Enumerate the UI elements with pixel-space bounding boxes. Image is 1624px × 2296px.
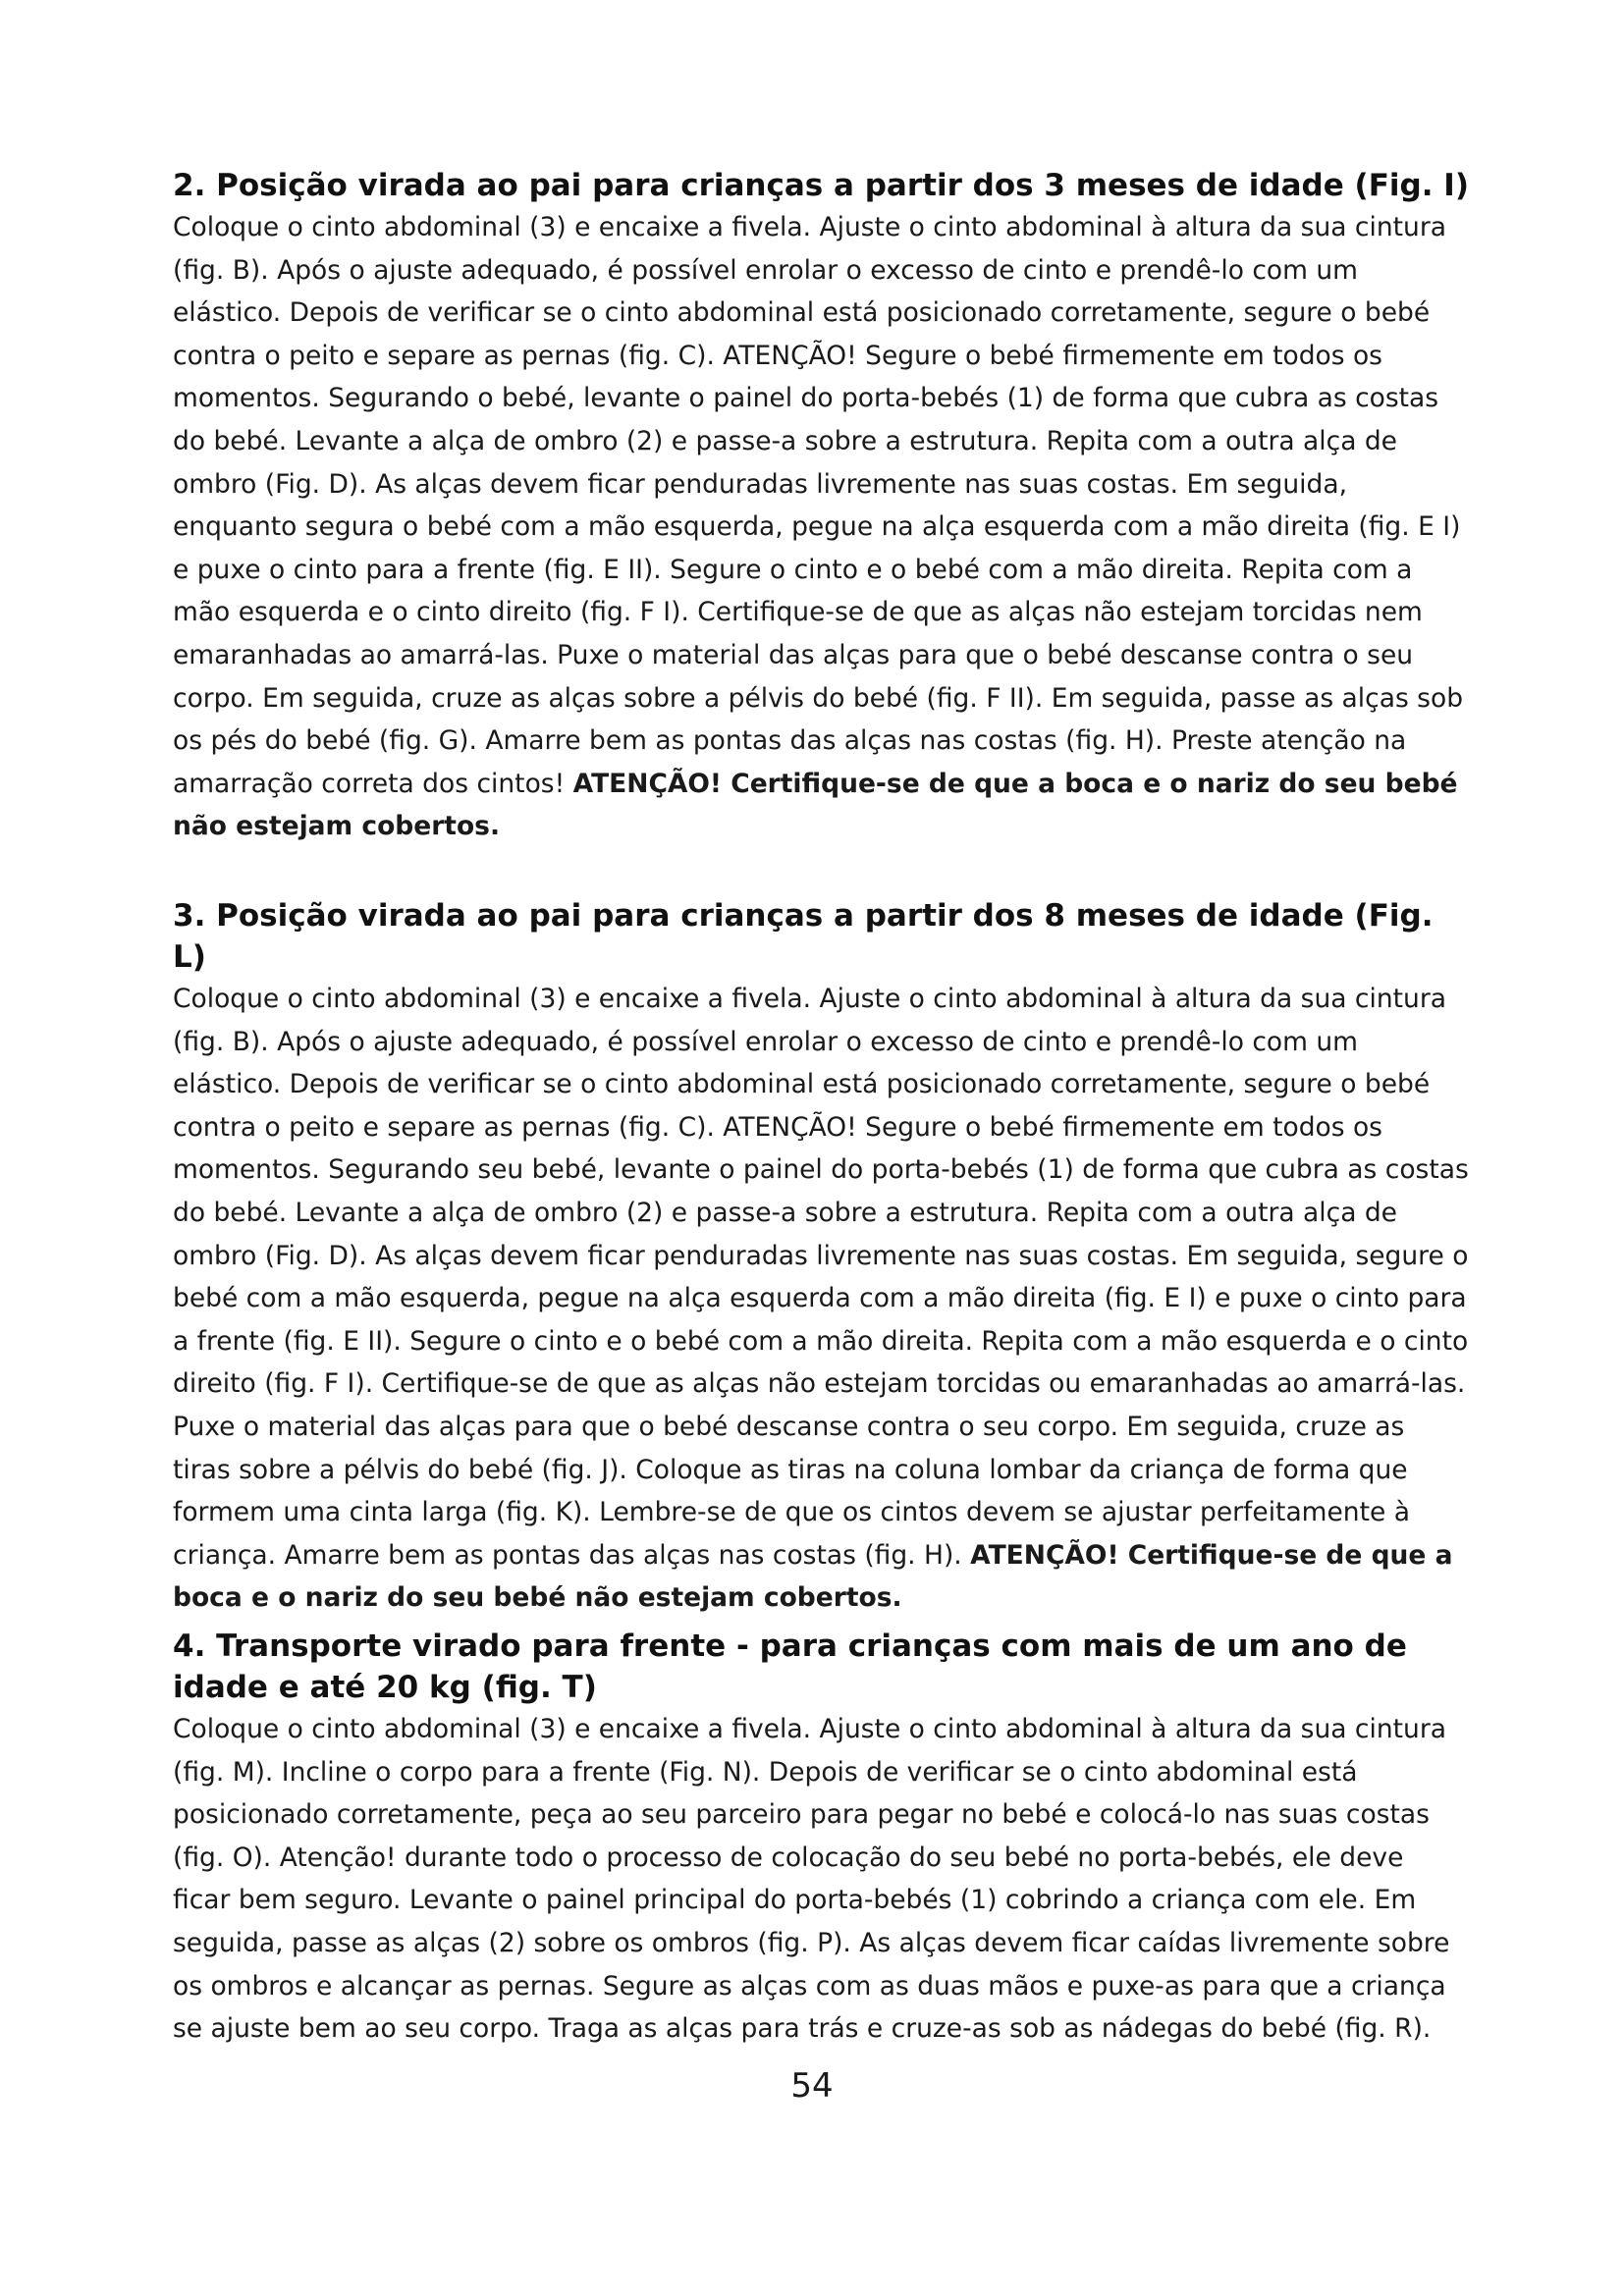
section-heading: 2. Posição virada ao pai para crianças a partir dos 3 meses de idade (Fig. I) bbox=[173, 168, 1469, 203]
section-body-text: Coloque o cinto abdominal (3) e encaixe a fivela. Ajuste o cinto abdominal à altura da sua cintura (fig. B). Após o ajuste adequado, é possível enrolar o excesso de cinto e prendê-lo com um elástico. Depois de verificar se o cinto abdominal está posicionado corretamente, segure o bebé contra o peito e separe as pernas (fig. C). ATENÇÃO! Segure o bebé firmemente em todos os momentos. Segurando seu bebé, levante o painel do porta-bebés (1) de forma que cubra as costas do bebé. Levante a alça de ombro (2) e passe-a sobre a estrutura. Repita com a outra alça de ombro (Fig. D). As alças devem ficar penduradas livremente nas suas costas. Em seguida, segure o bebé com a mão esquerda, pegue na alça esquerda com a mão direita (fig. E I) e puxe o cinto para a frente (fig. E II). Segure o cinto e o bebé com a mão direita. Repita com a mão esquerda e o cinto direito (fig. F I). Certifique-se de que as alças não estejam torcidas ou emaranhadas ao amarrá-las. Puxe o material das alças para que o bebé descanse contra o seu corpo. Em seguida, cruze as tiras sobre a pélvis do bebé (fig. J). Coloque as tiras na coluna lombar da criança de forma que formem uma cinta larga (fig. K). Lembre-se de que os cintos devem se ajustar perfeitamente à criança. Amarre bem as pontas das alças nas costas (fig. H). bbox=[173, 984, 1469, 1571]
section-body bbox=[173, 206, 1469, 848]
page-number: 54 bbox=[790, 2066, 834, 2106]
warning-text: ATENÇÃO! Certifique-se de que a boca e o nariz do seu bebé não estejam cobertos. bbox=[173, 768, 1458, 842]
section-3 bbox=[173, 895, 1469, 1620]
section-body bbox=[173, 1708, 1469, 2051]
section-4 bbox=[173, 1626, 1469, 2051]
section-body-text: Coloque o cinto abdominal (3) e encaixe a fivela. Ajuste o cinto abdominal à altura da sua cintura (fig. M). Incline o corpo para a frente (Fig. N). Depois de verificar se o cinto abdominal está posicionado corretamente, peça ao seu parceiro para pegar no bebé e colocá-lo nas suas costas (fig. O). Atenção! durante todo o processo de colocação do seu bebé no porta-bebés, ele deve ficar bem seguro. Levante o painel principal do porta-bebés (1) cobrindo a criança com ele. Em seguida, passe as alças (2) sobre os ombros (fig. P). As alças devem ficar caídas livremente sobre os ombros e alcançar as pernas. Segure as alças com as duas mãos e puxe-as para que a criança se ajuste bem ao seu corpo. Traga as alças para trás e cruze-as sob as nádegas do bebé (fig. R). bbox=[173, 1714, 1450, 2045]
section-heading: 3. Posição virada ao pai para crianças a partir dos 8 meses de idade (Fig. L) bbox=[173, 898, 1434, 975]
warning-text: ATENÇÃO! Certifique-se de que a boca e o nariz do seu bebé não estejam cobertos. bbox=[173, 1539, 1453, 1614]
section-body bbox=[173, 978, 1469, 1620]
section-2 bbox=[173, 165, 1469, 848]
section-body-text: Coloque o cinto abdominal (3) e encaixe a fivela. Ajuste o cinto abdominal à altura da sua cintura (fig. B). Após o ajuste adequado, é possível enrolar o excesso de cinto e prendê-lo com um elástico. Depois de verificar se o cinto abdominal está posicionado corretamente, segure o bebé contra o peito e separe as pernas (fig. C). ATENÇÃO! Segure o bebé firmemente em todos os momentos. Segurando o bebé, levante o painel do porta-bebés (1) de forma que cubra as costas do bebé. Levante a alça de ombro (2) e passe-a sobre a estrutura. Repita com a outra alça de ombro (Fig. D). As alças devem ficar penduradas livremente nas suas costas. Em seguida, enquanto segura o bebé com a mão esquerda, pegue na alça esquerda com a mão direita (fig. E I) e puxe o cinto para a frente (fig. E II). Segure o cinto e o bebé com a mão direita. Repita com a mão esquerda e o cinto direito (fig. F I). Certifique-se de que as alças não estejam torcidas nem emaranhadas ao amarrá-las. Puxe o material das alças para que o bebé descanse contra o seu corpo. Em seguida, cruze as alças sobre a pélvis do bebé (fig. F II). Em seguida, passe as alças sob os pés do bebé (fig. G). Amarre bem as pontas das alças nas costas (fig. H). Preste atenção na amarração correta dos cintos! bbox=[173, 212, 1464, 799]
section-heading: 4. Transporte virado para frente - para crianças com mais de um ano de idade e até 20 kg (fig. T) bbox=[173, 1629, 1407, 1705]
